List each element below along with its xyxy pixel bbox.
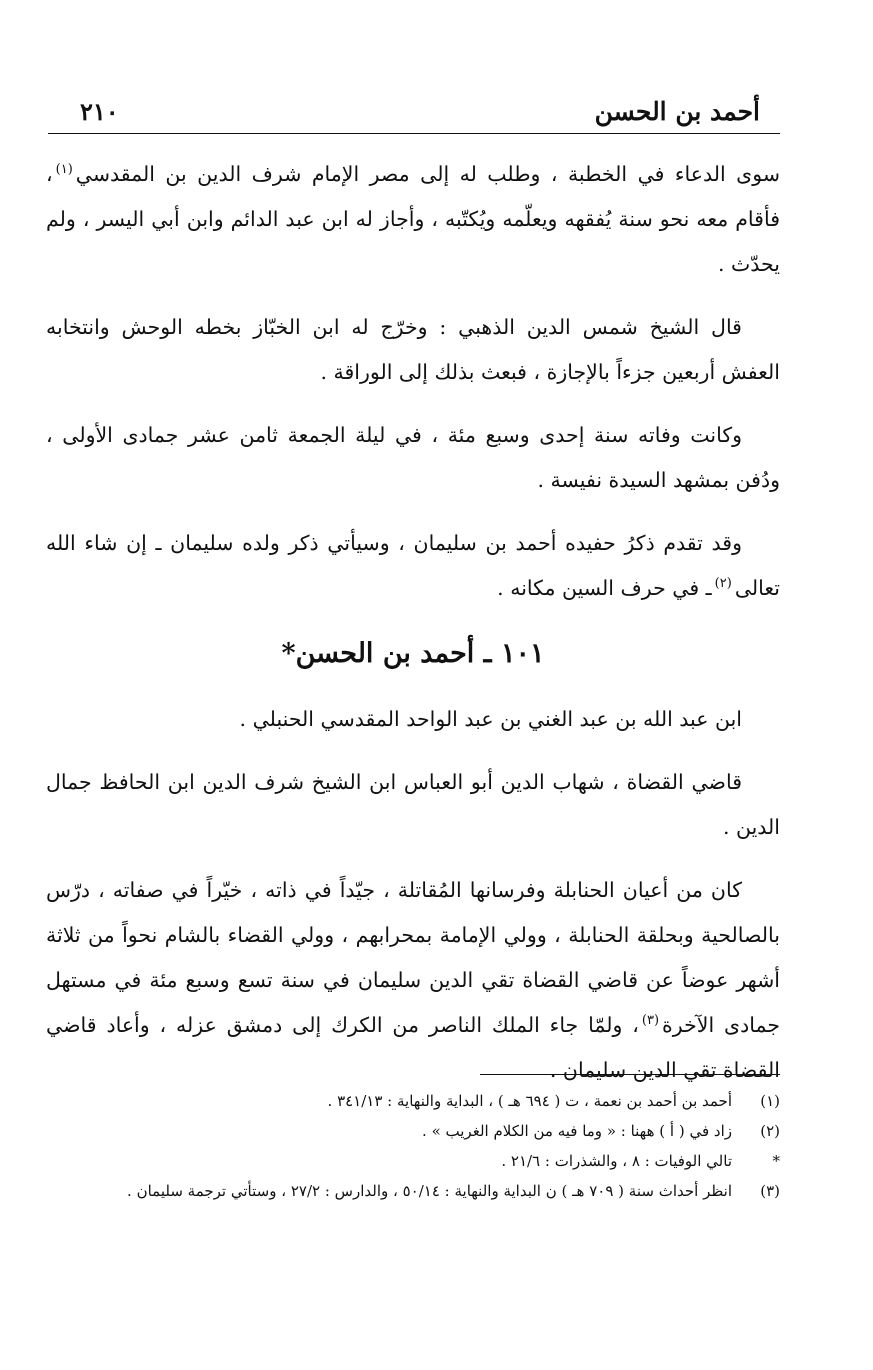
footnotes — [46, 1086, 780, 1206]
page-number: ٢١٠ — [80, 97, 119, 126]
running-head — [80, 92, 760, 132]
footnote-rule — [480, 1074, 780, 1075]
entry-heading: ١٠١ ـ أحمد بن الحسن* — [281, 638, 545, 669]
paragraph-6: قاضي القضاة ، شهاب الدين أبو العباس ابن الشيخ شرف الدين ابن الحافظ جمال الدين . — [46, 770, 780, 839]
paragraph-4: وقد تقدم ذكرُ حفيده أحمد بن سليمان ، وسيأتي ذكر ولده سليمان ـ إن شاء الله تعالى$^{(٢)}$ـ في حرف السين مكانه . — [46, 531, 780, 600]
paragraph-2: قال الشيخ شمس الدين الذهبي : وخرّج له ابن الخبّاز بخطه الوحش وانتخابه العفش أربعين جزءاً بالإجازة ، فبعث بذلك إلى الوراقة . — [46, 315, 780, 384]
footnote-mark: (٢) — [760, 1122, 780, 1140]
paragraph-1: سوى الدعاء في الخطبة ، وطلب له إلى مصر الإمام شرف الدين بن المقدسي$^{(١)}$، فأقام معه نحو سنة يُفقهه ويعلّمه ويُكتّبه ، وأجاز له ابن عبد الدائم وابن أبي اليسر ، ولم يحدّث . — [46, 162, 780, 276]
footnote-mark: (٣) — [760, 1182, 780, 1200]
footnote-ref-3: (٣) — [641, 1013, 660, 1029]
paragraph-7: كان من أعيان الحنابلة وفرسانها المُقاتلة ، جيّداً في ذاته ، خيّراً في صفاته ، درّس بالصالحية وبحلقة الحنابلة ، وولي الإمامة بمحرابهم ، وولي القضاء بالشام نحواً من ثلاثة أشهر عوضاً عن قاضي القضاة تقي الدين سليمان في سنة تسع وسبع مئة في مستهل جمادى الآخرة$^{(٣)}$، ولمّا جاء الملك الناصر من الكرك إلى دمشق عزله ، وأعاد قاضي القضاة تقي الدين سليمان . — [46, 878, 781, 1082]
body-text — [46, 152, 780, 1111]
footnote-text: أحمد بن أحمد بن نعمة ، ت ( ٦٩٤ هـ ) ، البداية والنهاية : ٣٤١/١٣ . — [327, 1092, 732, 1110]
footnote — [46, 1116, 780, 1146]
footnote-text: انظر أحداث سنة ( ٧٠٩ هـ ) ن البداية والنهاية : ٥٠/١٤ ، والدارس : ٢٧/٢ ، وستأتي ترجمة سليمان . — [127, 1182, 732, 1200]
header-rule — [48, 133, 780, 134]
footnote — [46, 1176, 780, 1206]
paragraph-3: وكانت وفاته سنة إحدى وسبع مئة ، في ليلة الجمعة ثامن عشر جمادى الأولى ، ودُفن بمشهد السيدة نفيسة . — [46, 423, 780, 492]
footnote-mark: (١) — [760, 1092, 780, 1110]
paragraph-5: ابن عبد الله بن عبد الغني بن عبد الواحد المقدسي الحنبلي . — [239, 707, 742, 731]
footnote-text: زاد في ( أ ) ههنا : « وما فيه من الكلام الغريب » . — [422, 1122, 732, 1140]
footnote-ref-2: (٢) — [714, 576, 732, 592]
footnote-text: تالي الوفيات : ٨ ، والشذرات : ٢١/٦ . — [501, 1152, 732, 1170]
footnote-mark: * — [772, 1152, 780, 1170]
footnote-ref-1: (١) — [55, 162, 73, 178]
footnote — [46, 1146, 780, 1176]
running-title: أحمد بن الحسن — [594, 97, 760, 126]
footnote — [46, 1086, 780, 1116]
